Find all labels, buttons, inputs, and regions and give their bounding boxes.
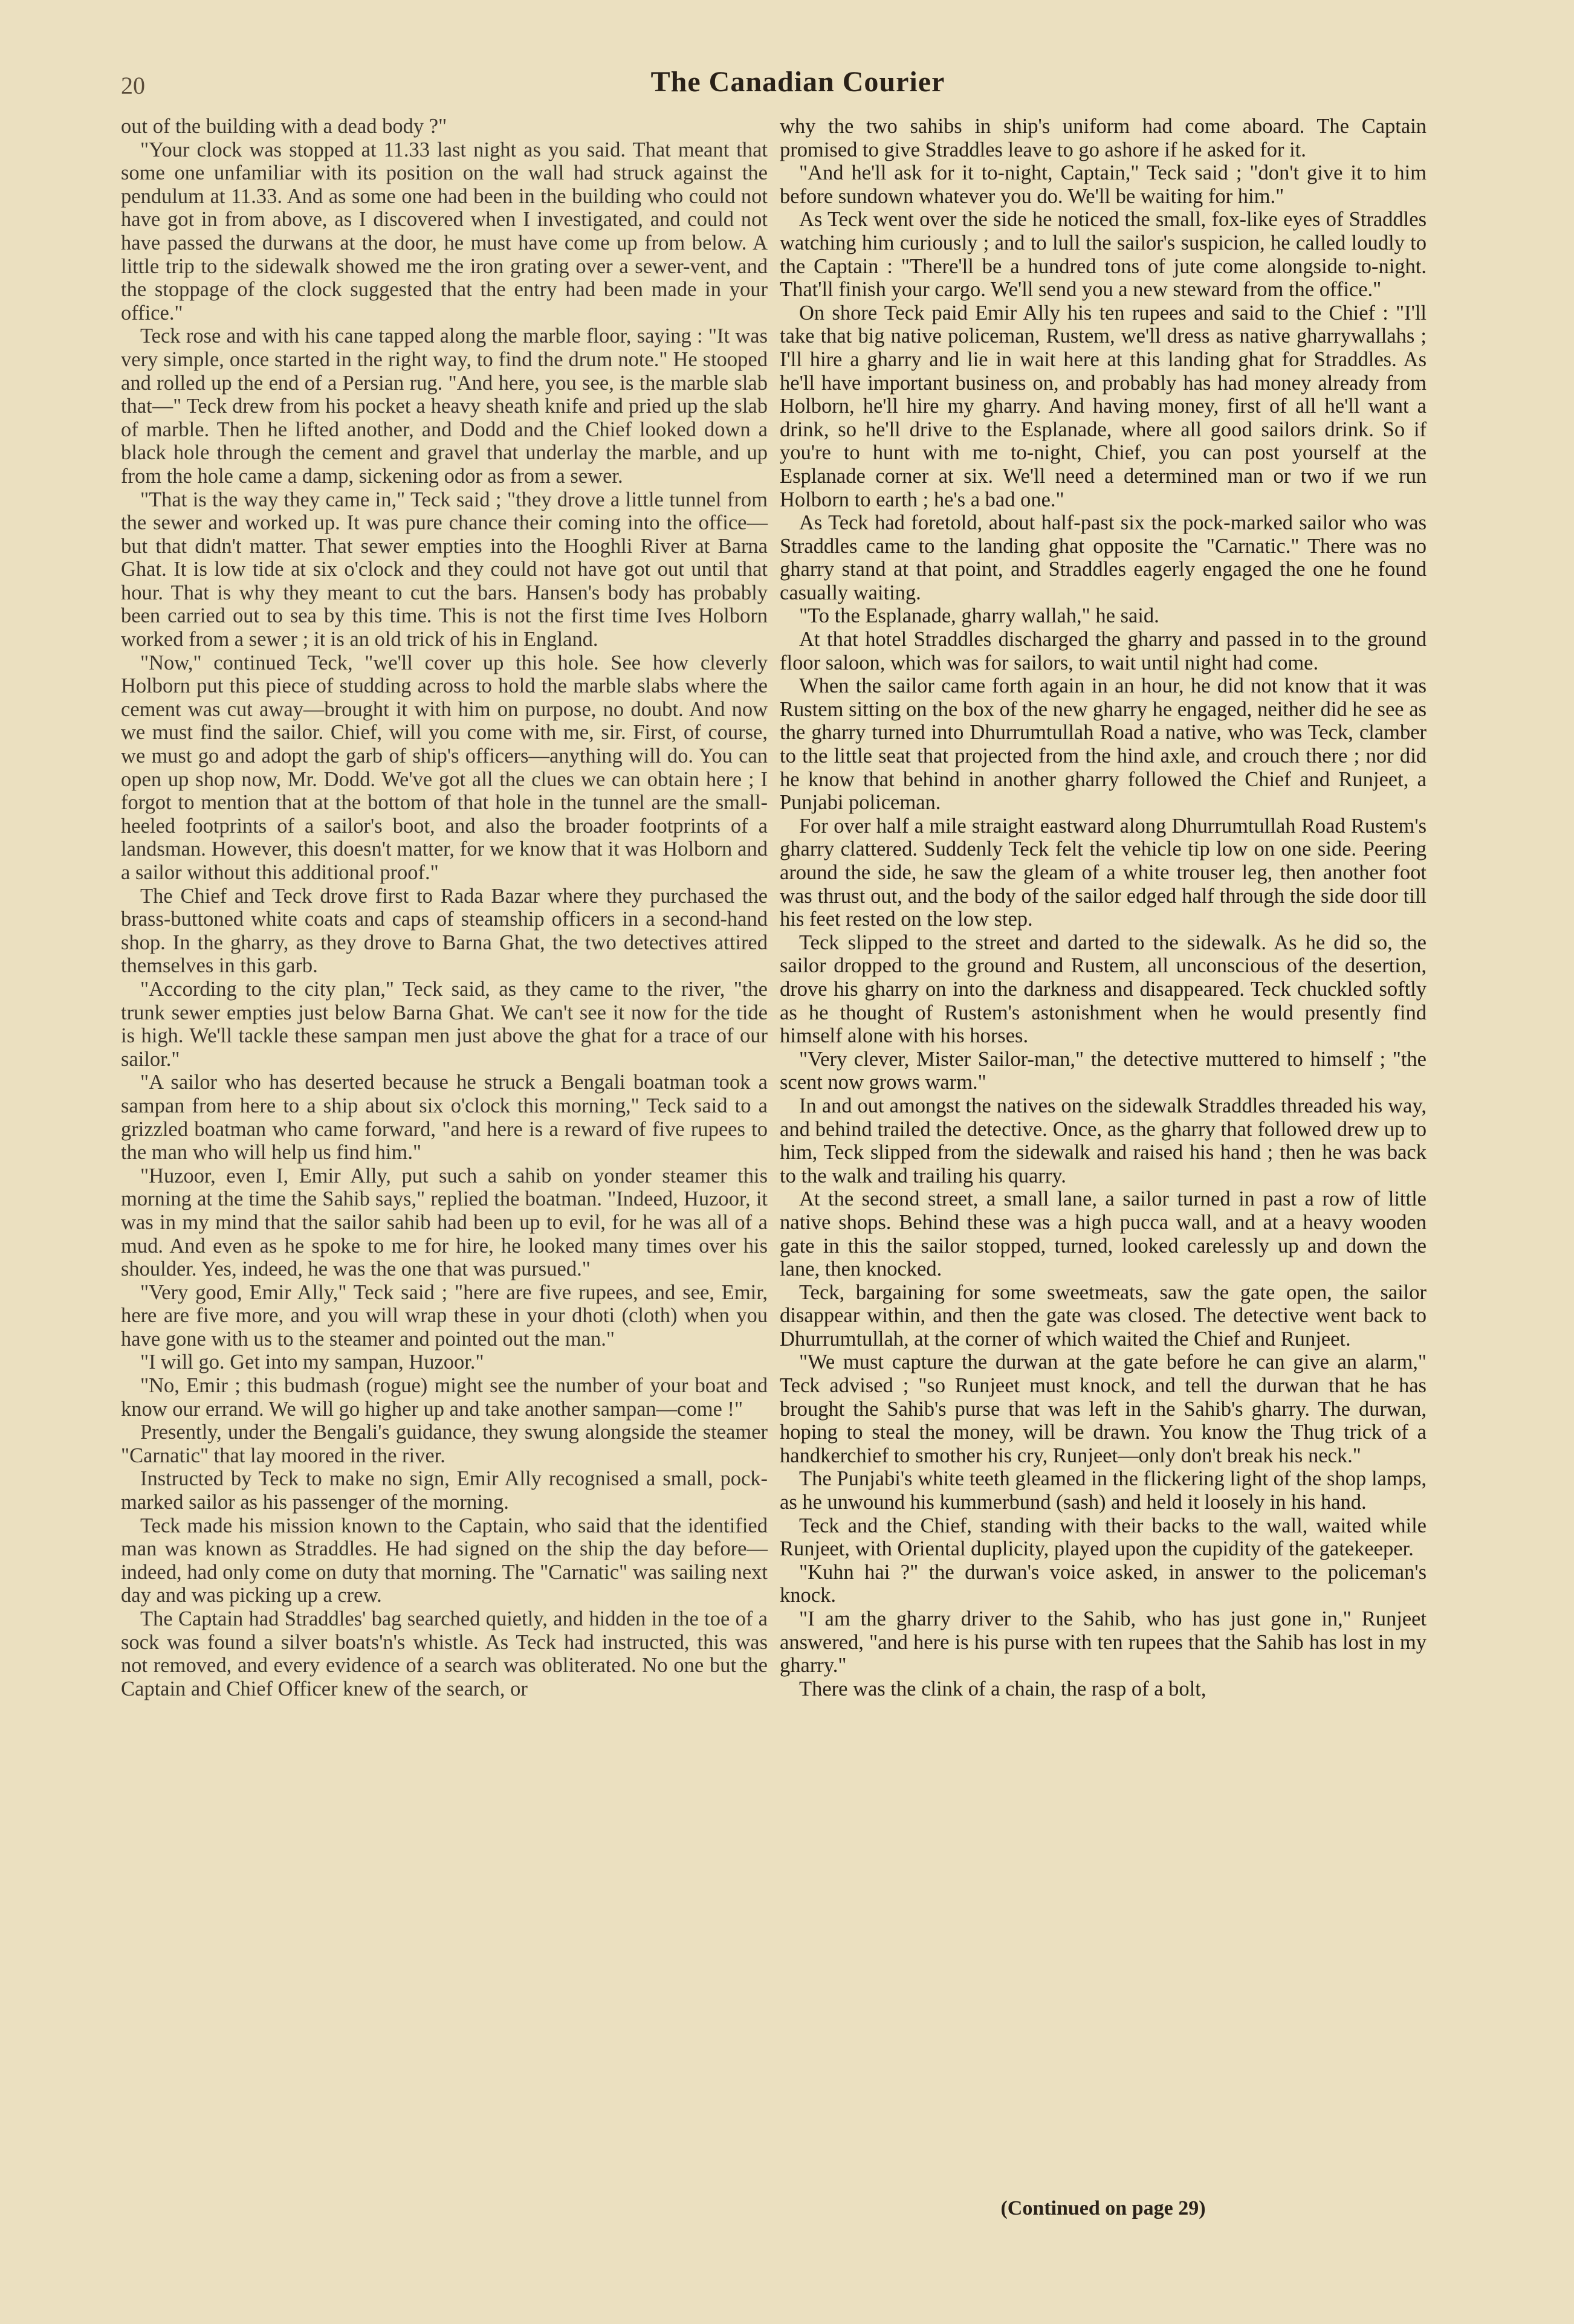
paragraph: "Your clock was stopped at 11.33 last night as you said. That meant that some one unfamiliar with its position on the wall had struck against the pendulum at 11.33. And as some one had been in the building who could not have got in from above, as I discovered when I investigated, and could not have passed the durwans at the door, he must have come up from below. A little trip to the sidewalk showed me the iron grating over a sewer-vent, and the stoppage of the clock suggested that the entry had been made in your office."	[121, 138, 768, 324]
text-column-left	[121, 115, 768, 1700]
paragraph: Teck slipped to the street and darted to the sidewalk. As he did so, the sailor dropped to the ground and Rustem, all unconscious of the desertion, drove his gharry on into the darkness and disappeared. Teck chuckled softly as he thought of Rustem's astonishment when he would presently find himself alone with his horses.	[780, 931, 1427, 1048]
paragraph: Teck, bargaining for some sweetmeats, saw the gate open, the sailor disappear within, and then the gate was closed. The detective went back to Dhurrumtullah, at the corner of which waited the Chief and Runjeet.	[780, 1280, 1427, 1351]
paragraph: At the second street, a small lane, a sailor turned in past a row of little native shops. Behind these was a high pucca wall, and at a heavy wooden gate in this the sailor stopped, turned, looked carelessly up and down the lane, then knocked.	[780, 1187, 1427, 1281]
paragraph: "According to the city plan," Teck said, as they came to the river, "the trunk sewer empties just below Barna Ghat. We can't see it now for the tide is high. We'll tackle these sampan men just above the ghat for a trace of our sailor."	[121, 977, 768, 1071]
paragraph: The Chief and Teck drove first to Rada Bazar where they purchased the brass-buttoned white coats and caps of steamship officers in a second-hand shop. In the gharry, as they drove to Barna Ghat, the two detectives attired themselves in this garb.	[121, 884, 768, 978]
paragraph: "Very good, Emir Ally," Teck said ; "here are five rupees, and see, Emir, here are five more, and you will wrap these in your dhoti (cloth) when you have gone with us to the steamer and pointed out the man."	[121, 1280, 768, 1351]
masthead-title: The Canadian Courier	[650, 66, 945, 98]
paragraph: In and out amongst the natives on the sidewalk Straddles threaded his way, and behind trailed the detective. Once, as the gharry that followed drew up to him, Teck slipped from the sidewalk and raised his hand ; then he was back to the walk and trailing his quarry.	[780, 1094, 1427, 1187]
paragraph: "And he'll ask for it to-night, Captain," Teck said ; "don't give it to him before sundown whatever you do. We'll be waiting for him."	[780, 161, 1427, 208]
paragraph: The Punjabi's white teeth gleamed in the flickering light of the shop lamps, as he unwound his kummerbund (sash) and held it loosely in his hand.	[780, 1467, 1427, 1514]
paragraph: At that hotel Straddles discharged the gharry and passed in to the ground floor saloon, which was for sailors, to wait until night had come.	[780, 628, 1427, 674]
paragraph: As Teck had foretold, about half-past six the pock-marked sailor who was Straddles came to the landing ghat opposite the "Carnatic." There was no gharry stand at that point, and Straddles eagerly engaged the one he found casually waiting.	[780, 511, 1427, 604]
paragraph: When the sailor came forth again in an hour, he did not know that it was Rustem sitting on the box of the new gharry he engaged, neither did he see as the gharry turned into Dhurrumtullah Road a native, who was Teck, clamber to the little seat that projected from the hind axle, and crouch there ; nor did he know that behind in another gharry followed the Chief and Runjeet, a Punjabi policeman.	[780, 674, 1427, 815]
paragraph: The Captain had Straddles' bag searched quietly, and hidden in the toe of a sock was found a silver boats'n's whistle. As Teck had instructed, this was not removed, and every evidence of a search was obliterated. No one but the Captain and Chief Officer knew of the search, or	[121, 1607, 768, 1700]
paragraph: "I am the gharry driver to the Sahib, who has just gone in," Runjeet answered, "and here is his purse with ten rupees that the Sahib has lost in my gharry."	[780, 1607, 1427, 1677]
paragraph: Teck rose and with his cane tapped along the marble floor, saying : "It was very simple, once started in the right way, to find the drum note." He stooped and rolled up the end of a Persian rug. "And here, you see, is the marble slab that—" Teck drew from his pocket a heavy sheath knife and pried up the slab of marble. Then he lifted another, and Dodd and the Chief looked down a black hole through the cement and gravel that underlay the marble, and up from the hole came a damp, sickening odor as from a sewer.	[121, 324, 768, 488]
paragraph: "That is the way they came in," Teck said ; "they drove a little tunnel from the sewer and worked up. It was pure chance their coming into the office—but that didn't matter. That sewer empties into the Hooghli River at Barna Ghat. It is low tide at six o'clock and they could not have got out until that hour. That is why they meant to cut the bars. Hansen's body has probably been carried out to sea by this time. This is not the first time Ives Holborn worked from a sewer ; it is an old trick of his in England.	[121, 488, 768, 651]
paragraph: out of the building with a dead body ?"	[121, 115, 447, 138]
paragraph: "Kuhn hai ?" the durwan's voice asked, in answer to the policeman's knock.	[780, 1560, 1427, 1607]
page-number: 20	[121, 72, 145, 99]
paragraph: "No, Emir ; this budmash (rogue) might see the number of your boat and know our errand. We will go higher up and take another sampan—come !"	[121, 1374, 768, 1421]
paragraph: "We must capture the durwan at the gate before he can give an alarm," Teck advised ; "so Runjeet must knock, and tell the durwan that he has brought the Sahib's purse that was left in the Sahib's gharry. The durwan, hoping to steal the money, will be drawn. You know the Thug trick of a handkerchief to smother his cry, Runjeet—only don't break his neck."	[780, 1351, 1427, 1467]
paragraph: "To the Esplanade, gharry wallah," he said.	[799, 604, 1159, 628]
paragraph: "Now," continued Teck, "we'll cover up this hole. See how cleverly Holborn put this piece of studding across to hold the marble slabs where the cement was cut away—brought it with him on purpose, no doubt. And now we must find the sailor. Chief, will you come with me, sir. First, of course, we must go and adopt the garb of ship's officers—anything will do. You can open up shop now, Mr. Dodd. We've got all the clues we can obtain here ; I forgot to mention that at the bottom of that hole in the tunnel are the small-heeled footprints of a sailor's boot, and also the broader footprints of a landsman. However, this doesn't matter, for we know that it was Holborn and a sailor without this additional proof."	[121, 651, 768, 884]
paragraph: On shore Teck paid Emir Ally his ten rupees and said to the Chief : "I'll take that big native policeman, Rustem, we'll dress as native gharrywallahs ; I'll hire a gharry and lie in wait here at this landing ghat for Straddles. As he'll have important business on, and probably has had money already from Holborn, he'll hire my gharry. And having money, first of all he'll want a drink, so he'll drive to the Esplanade, where all good sailors drink. So if you're to hunt with me to-night, Chief, you can post yourself at the Esplanade corner at six. We'll need a determined man or two if we run Holborn to earth ; he's a bad one."	[780, 301, 1427, 511]
paragraph: As Teck went over the side he noticed the small, fox-like eyes of Straddles watching him curiously ; and to lull the sailor's suspicion, he called loudly to the Captain : "There'll be a hundred tons of jute come alongside to-night. That'll finish your cargo. We'll send you a new steward from the office."	[780, 208, 1427, 302]
page-header	[91, 65, 1505, 108]
paragraph: "Huzoor, even I, Emir Ally, put such a sahib on yonder steamer this morning at the time the Sahib says," replied the boatman. "Indeed, Huzoor, it was in my mind that the sailor sahib had been up to evil, for he was all of a mud. And even as he spoke to me for hire, he looked many times over his shoulder. Yes, indeed, he was the one that was pursued."	[121, 1164, 768, 1281]
paragraph: Presently, under the Bengali's guidance, they swung alongside the steamer "Carnatic" that lay moored in the river.	[121, 1421, 768, 1467]
paragraph: "I will go. Get into my sampan, Huzoor."	[140, 1351, 484, 1374]
paragraph: Teck made his mission known to the Captain, who said that the identified man was known as Straddles. He had signed on the ship the day before—indeed, had only come on duty that morning. The "Carnatic" was sailing next day and was picking up a crew.	[121, 1514, 768, 1607]
paragraph: "Very clever, Mister Sailor-man," the detective muttered to himself ; "the scent now grows warm."	[780, 1047, 1427, 1094]
paragraph: Teck and the Chief, standing with their backs to the wall, waited while Runjeet, with Oriental duplicity, played upon the cupidity of the gatekeeper.	[780, 1514, 1427, 1561]
paragraph: Instructed by Teck to make no sign, Emir Ally recognised a small, pock-marked sailor as his passenger of the morning.	[121, 1467, 768, 1514]
paragraph: why the two sahibs in ship's uniform had come aboard. The Captain promised to give Straddles leave to go ashore if he asked for it.	[780, 115, 1427, 161]
continued-note: (Continued on page 29)	[1000, 2197, 1206, 2219]
paragraph: "A sailor who has deserted because he struck a Bengali boatman took a sampan from here to a ship about six o'clock this morning," Teck said to a grizzled boatman who came forward, "and here is a reward of five rupees to the man who will help us find him."	[121, 1071, 768, 1164]
text-column-right	[780, 115, 1427, 1700]
paragraph: There was the clink of a chain, the rasp of a bolt,	[799, 1677, 1206, 1700]
paragraph: For over half a mile straight eastward along Dhurrumtullah Road Rustem's gharry clattered. Suddenly Teck felt the vehicle tip low on one side. Peering around the side, he saw the gleam of a white trouser leg, then another foot was thrust out, and the body of the sailor edged half through the side door till his feet rested on the low step.	[780, 814, 1427, 931]
